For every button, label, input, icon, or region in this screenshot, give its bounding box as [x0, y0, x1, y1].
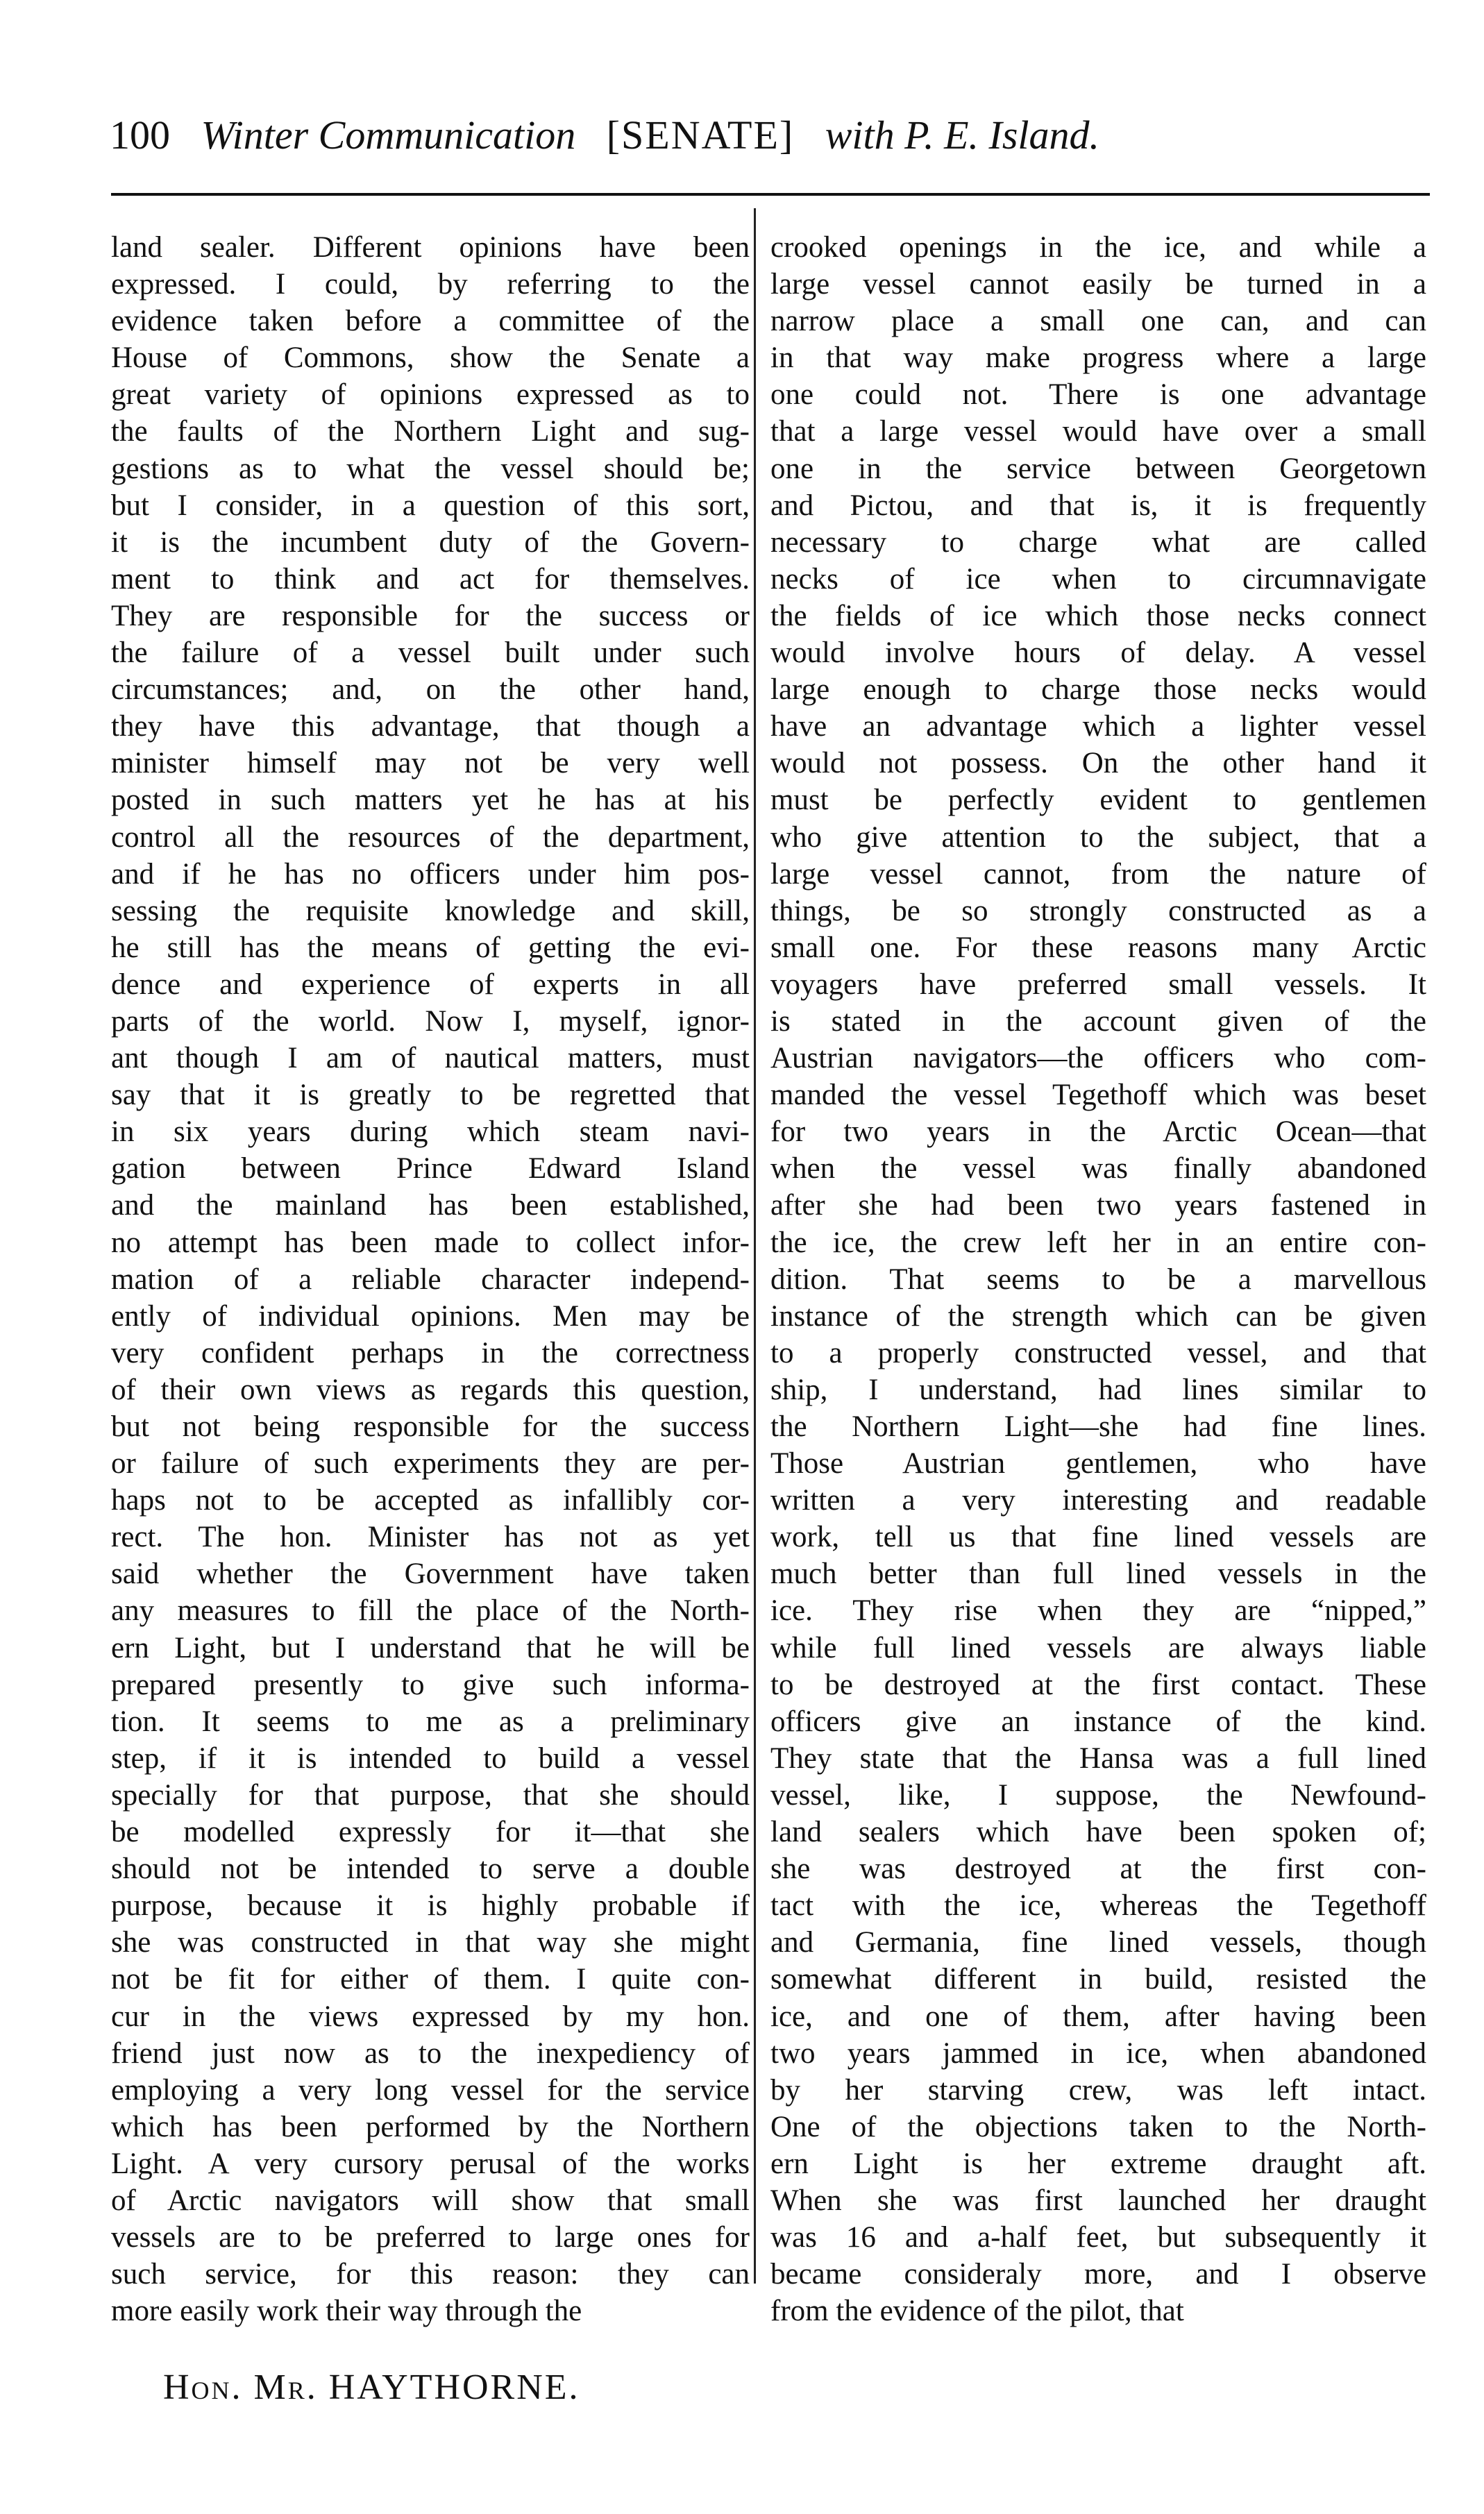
text-line: dition. That seems to be a marvellous — [770, 1263, 1426, 1296]
text-line: House of Commons, show the Senate a — [111, 341, 750, 375]
text-line: Austrian navigators—the officers who com- — [770, 1042, 1426, 1075]
text-line: prepared presently to give such informa- — [111, 1668, 750, 1701]
text-line: have an advantage which a lighter vessel — [770, 710, 1426, 743]
text-line: to a properly constructed vessel, and that — [770, 1336, 1426, 1369]
header-chamber: [SENATE] — [606, 112, 795, 158]
text-line: Those Austrian gentlemen, who have — [770, 1447, 1426, 1480]
text-line: things, be so strongly constructed as a — [770, 894, 1426, 927]
page-number: 100 — [110, 112, 170, 158]
left-column — [111, 229, 750, 2329]
column-divider — [754, 208, 756, 2284]
text-line: much better than full lined vessels in the — [770, 1558, 1426, 1591]
text-line: and if he has no officers under him pos- — [111, 857, 750, 891]
text-line: one in the service between Georgetown — [770, 452, 1426, 485]
text-line: instance of the strength which can be given — [770, 1299, 1426, 1333]
text-line: she was constructed in that way she might — [111, 1926, 750, 1959]
text-line: circumstances; and, on the other hand, — [111, 673, 750, 707]
text-line: expressed. I could, by referring to the — [111, 268, 750, 301]
text-line: should not be intended to serve a double — [111, 1853, 750, 1886]
text-line: ice. They rise when they are “nipped,” — [770, 1594, 1426, 1628]
text-line: ant though I am of nautical matters, must — [111, 1042, 750, 1075]
text-line: and Pictou, and that is, it is frequently — [770, 489, 1426, 522]
text-line: voyagers have preferred small vessels. It — [770, 968, 1426, 1001]
text-line: must be perfectly evident to gentlemen — [770, 784, 1426, 817]
text-line: purpose, because it is highly probable if — [111, 1889, 750, 1923]
text-line: written a very interesting and readable — [770, 1484, 1426, 1517]
text-line: ment to think and act for themselves. — [111, 562, 750, 596]
text-line: not be fit for either of them. I quite con- — [111, 1963, 750, 1996]
text-line: be modelled expressly for it—that she — [111, 1816, 750, 1849]
text-line: for two years in the Arctic Ocean—that — [770, 1115, 1426, 1149]
text-line: of their own views as regards this question, — [111, 1373, 750, 1406]
text-line: and Germania, fine lined vessels, though — [770, 1926, 1426, 1959]
text-line: became consideraly more, and I observe — [770, 2258, 1426, 2291]
text-line: very confident perhaps in the correctness — [111, 1336, 750, 1369]
text-line: say that it is greatly to be regretted that — [111, 1079, 750, 1112]
text-line: vessel, like, I suppose, the Newfound- — [770, 1778, 1426, 1812]
text-line: it is the incumbent duty of the Govern- — [111, 525, 750, 559]
text-line: large vessel cannot easily be turned in a — [770, 268, 1426, 301]
text-line: while full lined vessels are always liable — [770, 1631, 1426, 1664]
text-line: no attempt has been made to collect infor- — [111, 1226, 750, 1259]
text-line: They state that the Hansa was a full lined — [770, 1741, 1426, 1775]
running-header — [110, 104, 1394, 167]
text-line: more easily work their way through the — [111, 2295, 582, 2328]
text-line: ently of individual opinions. Men may be — [111, 1299, 750, 1333]
text-line: step, if it is intended to build a vessel — [111, 1741, 750, 1775]
speaker-name: Hon. Mr. HAYTHORNE. — [163, 2368, 580, 2407]
text-line: large vessel cannot, from the nature of — [770, 857, 1426, 891]
text-line: who give attention to the subject, that a — [770, 820, 1426, 854]
text-line: one could not. There is one advantage — [770, 378, 1426, 412]
text-line: gestions as to what the vessel should be; — [111, 452, 750, 485]
text-line: mation of a reliable character independ- — [111, 1263, 750, 1296]
text-line: manded the vessel Tegethoff which was beset — [770, 1079, 1426, 1112]
text-line: When she was first launched her draught — [770, 2184, 1426, 2217]
text-line: he still has the means of getting the evi- — [111, 931, 750, 964]
header-rule — [111, 193, 1430, 196]
text-line: control all the resources of the department, — [111, 820, 750, 854]
text-line: after she had been two years fastened in — [770, 1189, 1426, 1222]
text-line: is stated in the account given of the — [770, 1004, 1426, 1038]
text-line: work, tell us that fine lined vessels are — [770, 1521, 1426, 1554]
text-line: when the vessel was finally abandoned — [770, 1152, 1426, 1186]
text-line: friend just now as to the inexpediency of — [111, 2036, 750, 2070]
text-line: vessels are to be preferred to large ones for — [111, 2221, 750, 2254]
text-line: haps not to be accepted as infallibly cor- — [111, 1484, 750, 1517]
text-line: Light. A very cursory perusal of the works — [111, 2147, 750, 2180]
text-line: crooked openings in the ice, and while a — [770, 231, 1426, 264]
text-line: ern Light is her extreme draught aft. — [770, 2147, 1426, 2180]
text-line: such service, for this reason: they can — [111, 2258, 750, 2291]
text-line: somewhat different in build, resisted the — [770, 1963, 1426, 1996]
text-line: necessary to charge what are called — [770, 525, 1426, 559]
text-line: but not being responsible for the success — [111, 1410, 750, 1443]
text-line: posted in such matters yet he has at his — [111, 784, 750, 817]
text-line: and the mainland has been established, — [111, 1189, 750, 1222]
text-line: ship, I understand, had lines similar to — [770, 1373, 1426, 1406]
text-line: in that way make progress where a large — [770, 341, 1426, 375]
text-line: the faults of the Northern Light and sug- — [111, 415, 750, 448]
text-line: the Northern Light—she had fine lines. — [770, 1410, 1426, 1443]
text-line: said whether the Government have taken — [111, 1558, 750, 1591]
text-line: ice, and one of them, after having been — [770, 2000, 1426, 2033]
header-title-left: Winter Communication — [201, 112, 576, 158]
text-line: specially for that purpose, that she should — [111, 1778, 750, 1812]
text-line: from the evidence of the pilot, that — [770, 2295, 1184, 2328]
text-line: large enough to charge those necks would — [770, 673, 1426, 707]
text-line: employing a very long vessel for the service — [111, 2073, 750, 2107]
text-line: would not possess. On the other hand it — [770, 747, 1426, 780]
text-line: small one. For these reasons many Arctic — [770, 931, 1426, 964]
text-line: land sealers which have been spoken of; — [770, 1816, 1426, 1849]
header-title-right: with P. E. Island. — [825, 112, 1100, 158]
text-line: the fields of ice which those necks connect — [770, 599, 1426, 632]
text-line: gation between Prince Edward Island — [111, 1152, 750, 1186]
text-line: They are responsible for the success or — [111, 599, 750, 632]
text-line: sessing the requisite knowledge and skill, — [111, 894, 750, 927]
text-line: cur in the views expressed by my hon. — [111, 2000, 750, 2033]
text-line: tact with the ice, whereas the Tegethoff — [770, 1889, 1426, 1923]
text-line: by her starving crew, was left intact. — [770, 2073, 1426, 2107]
text-line: would involve hours of delay. A vessel — [770, 636, 1426, 670]
text-line: great variety of opinions expressed as to — [111, 378, 750, 412]
text-line: ern Light, but I understand that he will be — [111, 1631, 750, 1664]
text-line: One of the objections taken to the North- — [770, 2110, 1426, 2143]
text-line: parts of the world. Now I, myself, ignor- — [111, 1004, 750, 1038]
text-line: they have this advantage, that though a — [111, 710, 750, 743]
text-line: rect. The hon. Minister has not as yet — [111, 1521, 750, 1554]
text-line: or failure of such experiments they are per- — [111, 1447, 750, 1480]
text-line: dence and experience of experts in all — [111, 968, 750, 1001]
text-line: land sealer. Different opinions have been — [111, 231, 750, 264]
text-line: which has been performed by the Northern — [111, 2110, 750, 2143]
right-column — [770, 229, 1426, 2329]
text-line: that a large vessel would have over a small — [770, 415, 1426, 448]
text-line: narrow place a small one can, and can — [770, 305, 1426, 338]
text-line: she was destroyed at the first con- — [770, 1853, 1426, 1886]
text-line: but I consider, in a question of this sort, — [111, 489, 750, 522]
text-line: tion. It seems to me as a preliminary — [111, 1705, 750, 1738]
text-line: of Arctic navigators will show that small — [111, 2184, 750, 2217]
text-line: the ice, the crew left her in an entire con- — [770, 1226, 1426, 1259]
text-line: officers give an instance of the kind. — [770, 1705, 1426, 1738]
text-line: evidence taken before a committee of the — [111, 305, 750, 338]
text-line: any measures to fill the place of the North- — [111, 1594, 750, 1628]
text-line: the failure of a vessel built under such — [111, 636, 750, 670]
text-line: two years jammed in ice, when abandoned — [770, 2036, 1426, 2070]
text-line: to be destroyed at the first contact. These — [770, 1668, 1426, 1701]
text-line: in six years during which steam navi- — [111, 1115, 750, 1149]
text-line: was 16 and a-half feet, but subsequently it — [770, 2221, 1426, 2254]
text-line: minister himself may not be very well — [111, 747, 750, 780]
text-line: necks of ice when to circumnavigate — [770, 562, 1426, 596]
